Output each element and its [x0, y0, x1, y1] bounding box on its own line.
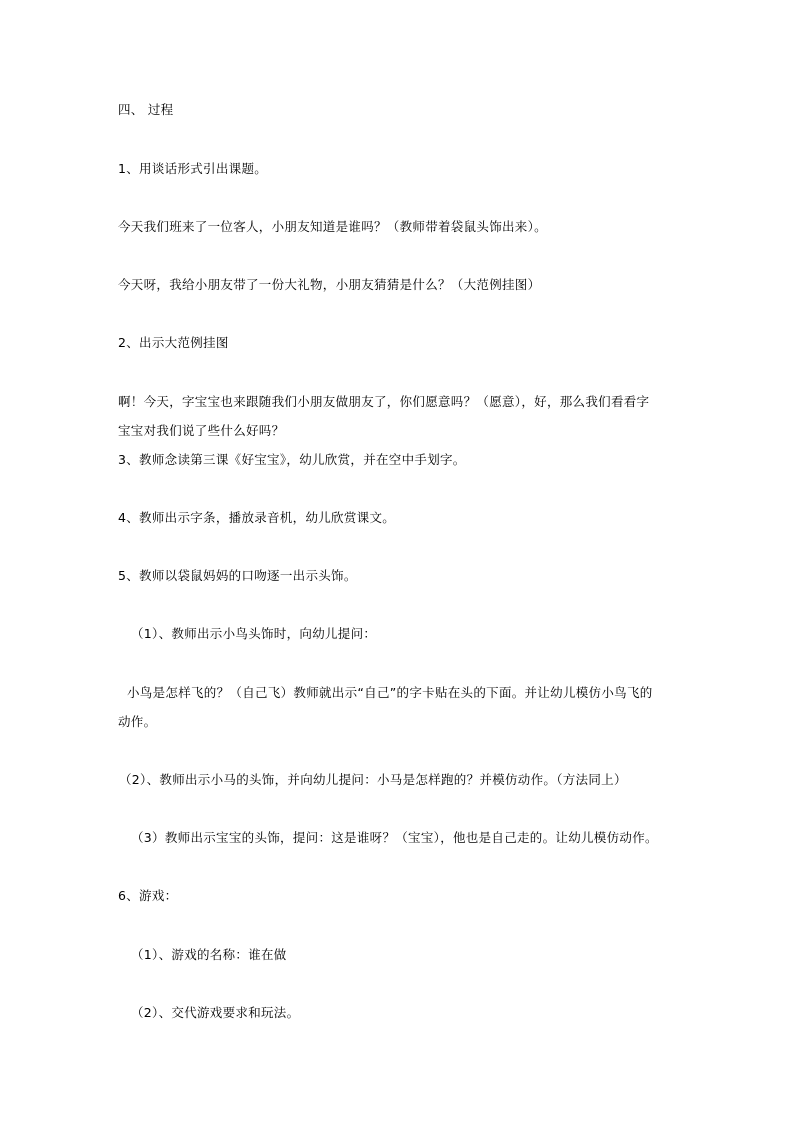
paragraph-characters: 啊！今天，字宝宝也来跟随我们小朋友做朋友了，你们愿意吗？（愿意），好，那么我们看看字 — [118, 394, 650, 409]
paragraph-guest: 今天我们班来了一位客人，小朋友知道是谁吗？（教师带着袋鼠头饰出来）。 — [118, 219, 547, 234]
sub-item-1: （1）、教师出示小鸟头饰时，向幼儿提问： — [131, 626, 377, 641]
step-1-heading: 1、用谈话形式引出课题。 — [118, 161, 268, 176]
step-6-heading: 6、游戏： — [118, 888, 178, 903]
game-item-1: （1）、游戏的名称：谁在做 — [131, 947, 287, 962]
paragraph-characters-cont: 宝宝对我们说了些什么好吗？ — [118, 423, 285, 438]
section-heading: 四、 过程 — [118, 102, 174, 117]
paragraph-bird: 小鸟是怎样飞的？（自己飞）教师就出示“自己”的字卡贴在头的下面。并让幼儿模仿小鸟飞的 — [127, 685, 653, 700]
step-5-heading: 5、教师以袋鼠妈妈的口吻逐一出示头饰。 — [118, 568, 357, 583]
step-3-heading: 3、教师念读第三课《好宝宝》，幼儿欣赏，并在空中手划字。 — [118, 452, 466, 467]
paragraph-bird-cont: 动作。 — [118, 714, 157, 729]
paragraph-gift: 今天呀，我给小朋友带了一份大礼物，小朋友猜猜是什么？（大范例挂图） — [118, 277, 541, 292]
sub-item-2: （2）、教师出示小马的头饰，并向幼儿提问：小马是怎样跑的？并模仿动作。（方法同上） — [119, 772, 627, 787]
sub-item-3: （3）教师出示宝宝的头饰，提问：这是谁呀？（宝宝），他也是自己走的。让幼儿模仿动作。 — [131, 830, 658, 845]
game-item-2: （2）、交代游戏要求和玩法。 — [131, 1005, 300, 1020]
step-4-heading: 4、教师出示字条，播放录音机，幼儿欣赏课文。 — [118, 510, 396, 525]
step-2-heading: 2、出示大范例挂图 — [118, 335, 229, 350]
